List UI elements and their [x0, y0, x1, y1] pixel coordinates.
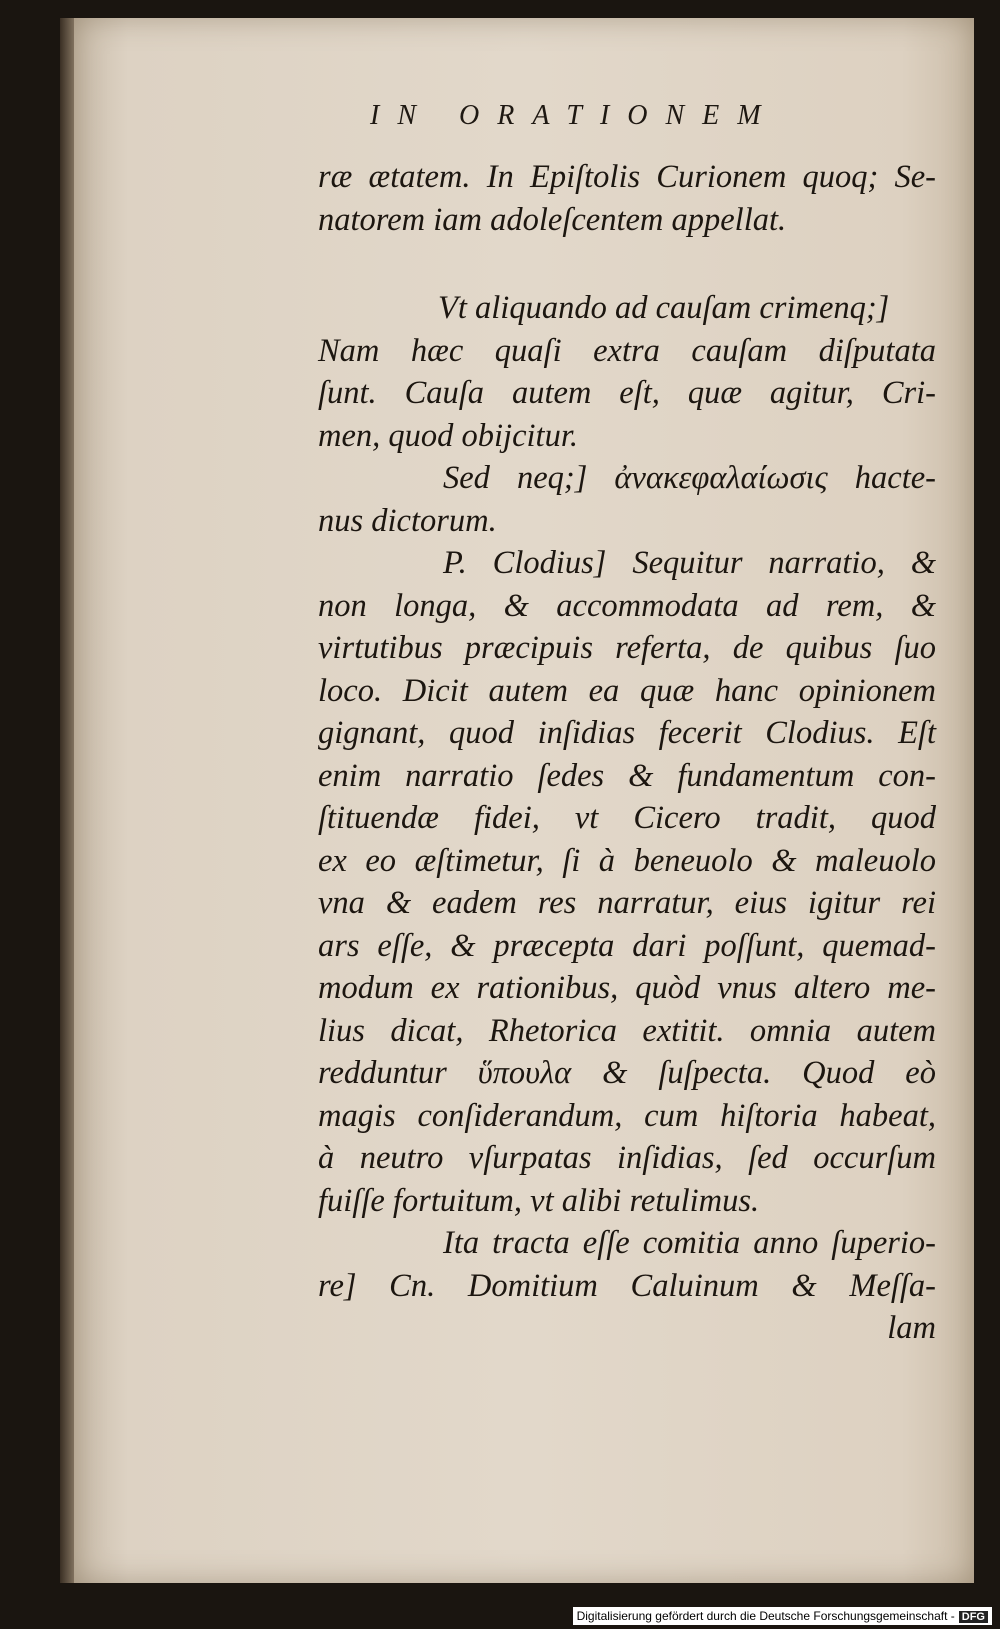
- text-line: ex eo æſtimetur, ſi à beneuolo & maleuolo: [318, 842, 936, 879]
- text-line: fuiſſe fortuitum, vt alibi retulimus.: [318, 1182, 760, 1219]
- text-line: lam: [887, 1310, 936, 1346]
- text-line: enim narratio ſedes & fundamentum con-: [318, 757, 936, 794]
- running-header: IN ORATIONEM: [370, 100, 779, 131]
- text-line: Ita tracta eſſe comitia anno ſuperio-: [443, 1225, 936, 1261]
- paragraph-gap: [318, 241, 936, 287]
- text-line: natorem iam adoleſcentem appellat.: [318, 201, 787, 238]
- text-line: non longa, & accommodata ad rem, &: [318, 587, 936, 624]
- text-line: redduntur ὕπουλα & ſuſpecta. Quod eò: [318, 1055, 936, 1091]
- text-line: Vt aliquando ad cauſam crimenq;]: [438, 290, 890, 326]
- digitization-credit-text: Digitalisierung gefördert durch die Deutsche Forschungsgemeinschaft -: [576, 1609, 955, 1623]
- text-line: Sed neq;] ἀνακεφαλαίωσις hacte-: [443, 460, 936, 496]
- text-line: loco. Dicit autem ea quæ hanc opinionem: [318, 672, 936, 709]
- text-line: men, quod obijcitur.: [318, 417, 578, 454]
- text-line: magis conſiderandum, cum hiſtoria habeat,: [318, 1097, 936, 1134]
- text-line: virtutibus præcipuis referta, de quibus ſuo: [318, 630, 936, 666]
- text-line: ſunt. Cauſa autem eſt, quæ agitur, Cri-: [318, 375, 936, 411]
- text-line: gignant, quod inſidias fecerit Clodius. Eſt: [318, 715, 936, 751]
- text-line: à neutro vſurpatas inſidias, ſed occurſum: [318, 1140, 936, 1176]
- text-line: vna & eadem res narratur, eius igitur rei: [318, 885, 936, 921]
- text-line: lius dicat, Rhetorica extitit. omnia autem: [318, 1012, 936, 1049]
- dfg-logo: DFG: [959, 1611, 988, 1623]
- text-line: Nam hæc quaſi extra cauſam diſputata: [318, 332, 936, 369]
- text-line: P. Clodius] Sequitur narratio, &: [443, 545, 936, 581]
- text-line: ræ ætatem. In Epiſtolis Curionem quoq; Se-: [318, 159, 936, 195]
- page-body-text: [318, 156, 936, 1350]
- digitization-credit: [573, 1607, 992, 1625]
- text-line: ars eſſe, & præcepta dari poſſunt, quemad-: [318, 927, 936, 964]
- text-line: nus dictorum.: [318, 502, 497, 539]
- text-line: ſtituendæ fidei, vt Cicero tradit, quod: [318, 800, 936, 836]
- text-line: modum ex rationibus, quòd vnus altero me-: [318, 970, 936, 1006]
- text-line: re] Cn. Domitium Caluinum & Meſſa-: [318, 1267, 936, 1304]
